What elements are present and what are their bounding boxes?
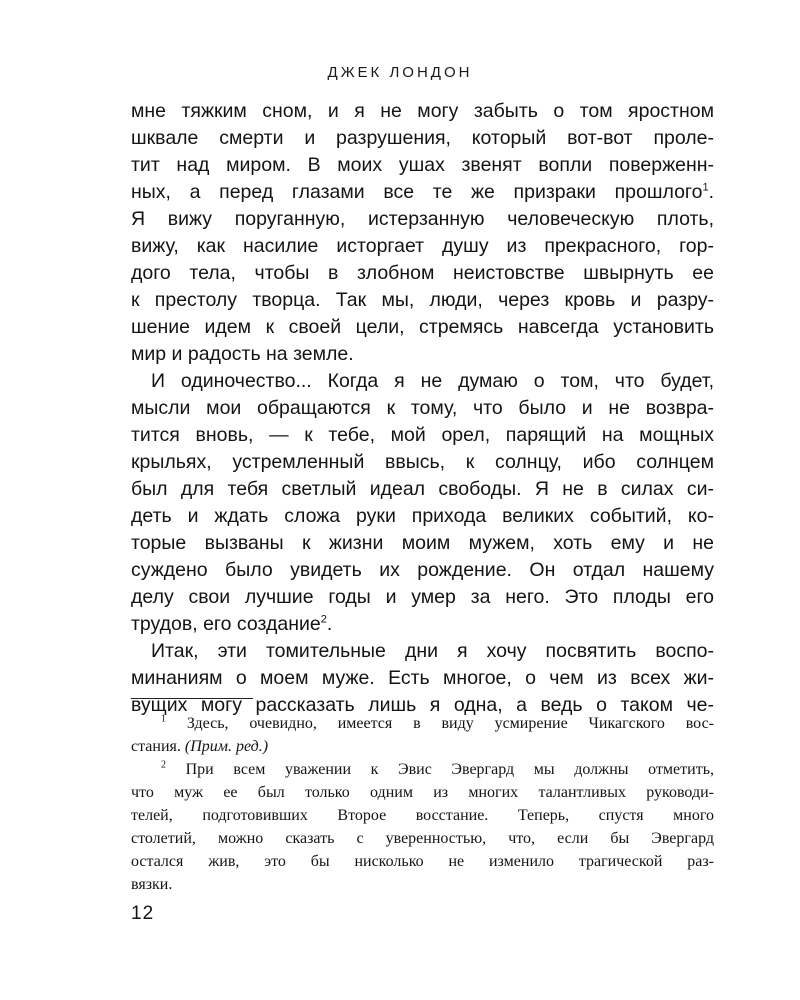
- text-line: тится вновь, — к тебе, мой орел, парящий на мощных: [131, 424, 714, 446]
- footnote-2-line: остался жив, это бы нисколько не изменило трагической раз-: [131, 853, 714, 870]
- text-line: был для тебя светлый идеал свободы. Я не в силах си-: [131, 478, 714, 500]
- text-line-tail: .: [326, 613, 333, 635]
- text-line: шквале смерти и разрушения, который вот-вот проле-: [131, 127, 714, 149]
- text-line: вущих могу рассказать лишь я одна, а ведь о таком че-: [131, 694, 714, 716]
- text-line: шение идем к своей цели, стремясь навсегда установить: [131, 316, 714, 338]
- text-line: минаниям о моем муже. Есть многое, о чем из всех жи-: [131, 667, 714, 689]
- text-line: мысли мои обращаются к тому, что было и не возвра-: [131, 397, 714, 419]
- footnote-2-line: столетий, можно сказать с уверенностью, что, если бы Эвергард: [131, 830, 714, 847]
- footnote-2-line: вязки.: [131, 876, 173, 893]
- running-head: ДЖЕК ЛОНДОН: [327, 64, 473, 81]
- text-line: [131, 611, 714, 638]
- text-line: мне тяжким сном, и я не могу забыть о том яростном: [131, 100, 714, 122]
- text-line: вижу, как насилие исторгает душу из прекрасного, гор-: [131, 235, 714, 257]
- text-line: к престолу творца. Так мы, люди, через кровь и разру-: [131, 289, 714, 311]
- footnote-text: Здесь, очевидно, имеется в виду усмирение Чикагского вос-: [186, 715, 715, 732]
- text-line: делу свои лучшие годы и умер за него. Это плоды его: [131, 586, 714, 608]
- text-line-content: ных, а перед глазами все те же призраки прошлого: [131, 181, 703, 203]
- text-line: И одиночество... Когда я не думаю о том, что будет,: [151, 370, 714, 392]
- text-line: [131, 179, 714, 206]
- text-line-tail: .: [708, 181, 714, 203]
- footnote-ref-2[interactable]: 2: [320, 613, 327, 626]
- footnote-mark: 2: [161, 759, 166, 771]
- text-line: деть и ждать сложа руки прихода великих событий, ко-: [131, 505, 714, 527]
- footnote-1: [131, 712, 714, 735]
- footnote-2-line: телей, подготовивших Второе восстание. Теперь, спустя много: [131, 807, 714, 824]
- text-line-content: трудов, его создание: [131, 613, 321, 635]
- text-line: Я вижу поруганную, истерзанную человеческую плоть,: [131, 208, 714, 230]
- footnote-ref-1[interactable]: 1: [702, 181, 709, 194]
- text-line: дого тела, чтобы в злобном неистовстве швырнуть ее: [131, 262, 714, 284]
- footnote-divider: [131, 698, 253, 699]
- body-text: [131, 98, 714, 719]
- text-line: тит над миром. В моих ушах звенят вопли поверженн-: [131, 154, 714, 176]
- text-line: мир и радость на земле.: [131, 343, 354, 365]
- footnote-text: При всем уважении к Эвис Эвергард мы должны отметить,: [185, 761, 715, 778]
- footnote-mark: 1: [161, 713, 166, 725]
- footnote-2: [131, 758, 714, 781]
- footnotes: [131, 712, 714, 896]
- footnote-text: стания.: [131, 738, 181, 755]
- text-line: Итак, эти томительные дни я хочу посвятить воспо-: [151, 640, 714, 662]
- editor-note: (Прим. ред.): [184, 738, 269, 755]
- text-line: торые вызваны к жизни моим мужем, хоть ему и не: [131, 532, 714, 554]
- footnote-1-continued: [131, 735, 714, 758]
- footnote-2-line: что муж ее был только одним из многих талантливых руководи-: [131, 784, 714, 801]
- page-number: 12: [131, 903, 155, 924]
- text-line: суждено было увидеть их рождение. Он отдал нашему: [131, 559, 714, 581]
- text-line: крыльях, устремленный ввысь, к солнцу, ибо солнцем: [131, 451, 714, 473]
